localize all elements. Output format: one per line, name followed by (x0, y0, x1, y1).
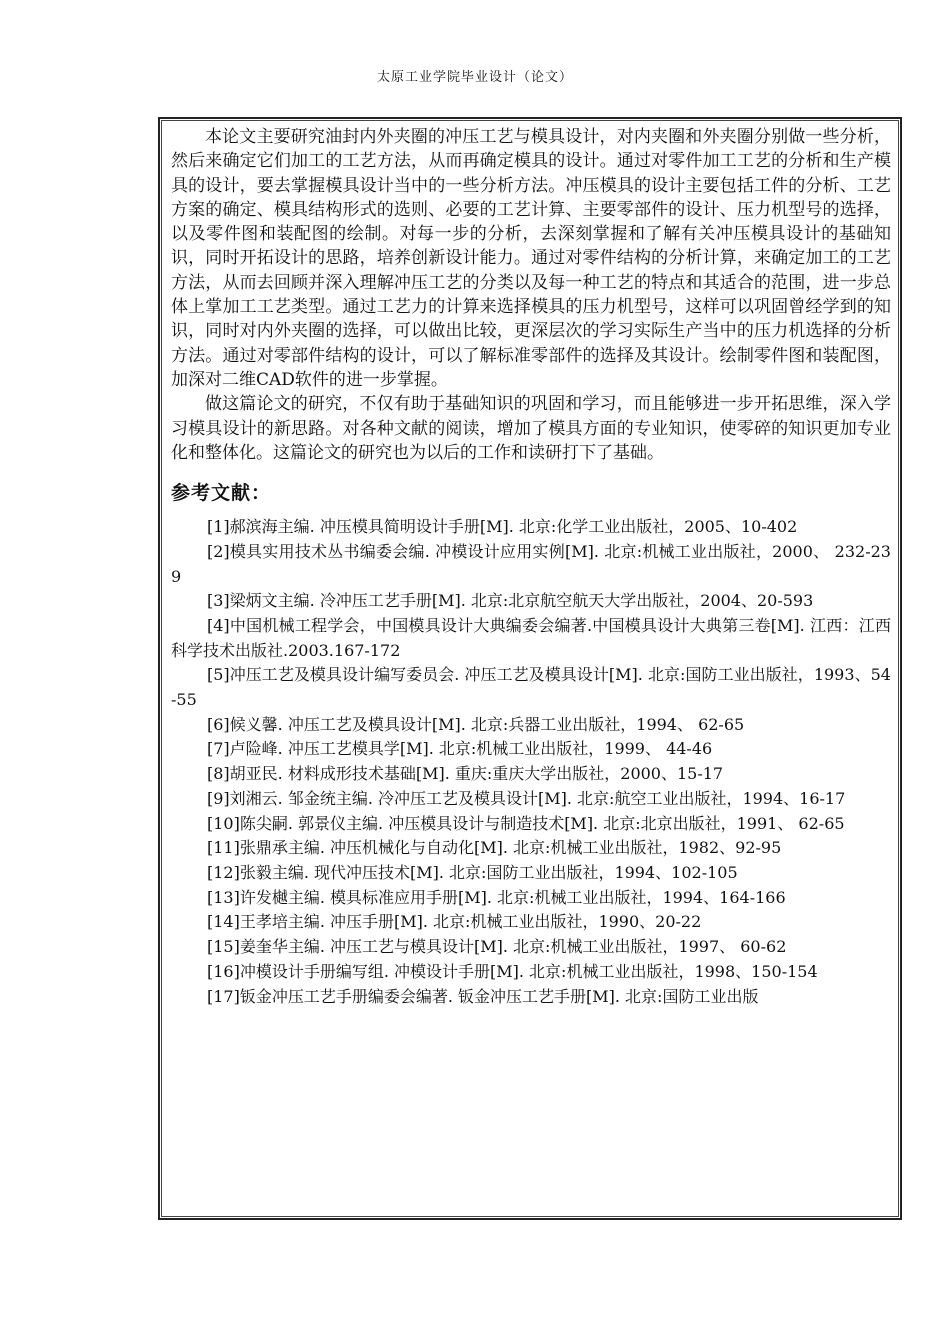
reference-item: [15]姜奎华主编. 冲压工艺与模具设计[M]. 北京:机械工业出版社，1997、 60-62 (207, 937, 787, 957)
reference-item: [17]钣金冲压工艺手册编委会编著. 钣金冲压工艺手册[M]. 北京:国防工业出版 (207, 986, 759, 1006)
content-frame (158, 117, 902, 1220)
reference-item: [14]王孝培主编. 冲压手册[M]. 北京:机械工业出版社，1990、20-22 (207, 912, 702, 932)
reference-item: [12]张毅主编. 现代冲压技术[M]. 北京:国防工业出版社，1994、102-105 (207, 863, 738, 882)
page-header: 太原工业学院毕业设计（论文） (376, 70, 573, 85)
abstract-paragraph-2: 做这篇论文的研究，不仅有助于基础知识的巩固和学习，而且能够进一步开拓思维，深入学习模具设计的新思路。对各种文献的阅读，增加了模具方面的专业知识，使零碎的知识更加专业化和整体化。这篇论文的研究也为以后的工作和读研打下了基础。 (171, 394, 891, 463)
reference-item: [16]冲模设计手册编写组. 冲模设计手册[M]. 北京:机械工业出版社，1998、150-154 (207, 961, 818, 981)
reference-item: [11]张鼎承主编. 冲压机械化与自动化[M]. 北京:机械工业出版社，1982、92-95 (207, 838, 782, 858)
reference-item: [7]卢险峰. 冲压工艺模具学[M]. 北京:机械工业出版社，1999、 44-46 (207, 739, 713, 759)
content-body (171, 125, 891, 1009)
reference-item: [6]候义馨. 冲压工艺及模具设计[M]. 北京:兵器工业出版社，1994、 62-65 (207, 714, 745, 734)
references-list (171, 515, 891, 1009)
reference-item: [8]胡亚民. 材料成形技术基础[M]. 重庆:重庆大学出版社，2000、15-17 (207, 764, 724, 784)
references-heading: 参考文献： (171, 482, 272, 505)
abstract-paragraph-1: 本论文主要研究油封内外夹圈的冲压工艺与模具设计，对内夹圈和外夹圈分别做一些分析，然后来确定它们加工的工艺方法，从而再确定模具的设计。通过对零件加工工艺的分析和生产模具的设计，要去掌握模具设计当中的一些分析方法。冲压模具的设计主要包括工件的分析、工艺方案的确定、模具结构形式的选则、必要的工艺计算、主要零部件的设计、压力机型号的选择，以及零件图和装配图的绘制。对每一步的分析，去深刻掌握和了解有关冲压模具设计的基础知识，同时开拓设计的思路，培养创新设计能力。通过对零件结构的分析计算，来确定加工的工艺方法，从而去回顾并深入理解冲压工艺的分类以及每一种工艺的特点和其适合的范围，进一步总体上掌加工工艺类型。通过工艺力的计算来选择模具的压力机型号，这样可以巩固曾经学到的知识，同时对内外夹圈的选择，可以做出比较，更深层次的学习实际生产当中的压力机选择的分析方法。通过对零部件结构的设计，可以了解标准零部件的选择及其设计。绘制零件图和装配图，加深对二维CAD软件的进一步掌握。 (171, 127, 891, 390)
reference-item: [4]中国机械工程学会，中国模具设计大典编委会编著.中国模具设计大典第三卷[M]. 江西：江西科学技术出版社.2003.167-172 (171, 615, 891, 660)
reference-item: [10]陈尖嗣. 郭景仪主编. 冲压模具设计与制造技术[M]. 北京:北京出版社，1991、 62-65 (207, 813, 845, 833)
reference-item: [9]刘湘云. 邹金统主编. 冷冲压工艺及模具设计[M]. 北京:航空工业出版社，1994、16-17 (207, 788, 846, 808)
reference-item: [1]郝滨海主编. 冲压模具简明设计手册[M]. 北京:化学工业出版社，2005、10-402 (207, 517, 798, 537)
reference-item: [3]梁炳文主编. 冷冲压工艺手册[M]. 北京:北京航空航天大学出版社，2004、20-593 (207, 591, 814, 611)
reference-item: [13]许发樾主编. 模具标准应用手册[M]. 北京:机械工业出版社，1994、164-166 (207, 887, 786, 907)
reference-item: [5]冲压工艺及模具设计编写委员会. 冲压工艺及模具设计[M]. 北京:国防工业出版社，1993、54-55 (171, 665, 891, 710)
reference-item: [2]模具实用技术丛书编委会编. 冲模设计应用实例[M]. 北京:机械工业出版社，2000、 232-239 (171, 541, 891, 586)
